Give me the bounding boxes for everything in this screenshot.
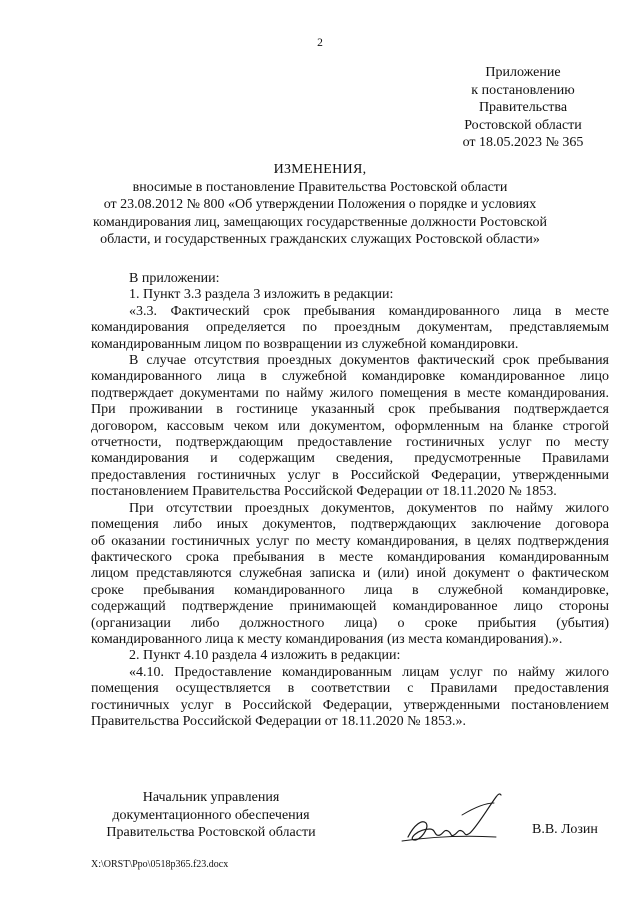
signatory-line: Начальник управления (142, 790, 280, 805)
body-line: помещения либо иных документов, подтверждающих заключение договора (91, 517, 609, 533)
file-path-footer: X:\ORST\Ppo\0518p365.f23.docx (91, 859, 229, 870)
body-line: Правительства Российской Федерации от 18.11.2020 № 1853.». (91, 713, 466, 729)
body-line: отчетности, подтверждающим предоставление гостиничных услуг по месту (91, 435, 609, 451)
signatory-line: Правительства Ростовской области (106, 825, 316, 840)
body-line: В случае отсутствия проездных документов фактический срок пребывания (129, 353, 609, 369)
title-heading: ИЗМЕНЕНИЯ, (273, 162, 367, 177)
signatory-line: документационного обеспечения (112, 807, 310, 823)
body-line: командированного лица к месту командирования (из места командирования).». (91, 631, 563, 647)
body-line: При проживании в гостинице указанный срок пребывания подтверждается (91, 402, 609, 418)
body-line: гостиничных услуг в Российской Федерации, утвержденными постановлением (91, 697, 609, 713)
body-line: предоставления гостиничных услуг в Российской Федерации, утвержденными (91, 467, 609, 483)
handwritten-signature (400, 785, 510, 855)
body-line: договором, кассовым чеком или документом, оформленным на бланке строгой (91, 418, 609, 434)
body-line: сроке пребывания командированного лица в служебной командировке, (91, 582, 609, 598)
appendix-line: к постановлению (471, 82, 575, 98)
body-line: 1. Пункт 3.3 раздела 3 изложить в редакции: (129, 287, 394, 303)
body-line: командирования и содержащим сведения, предусмотренные Правилами (91, 451, 609, 467)
document-body (91, 271, 609, 730)
body-line: В приложении: (129, 271, 220, 286)
document-title (60, 161, 580, 249)
signatory-position (91, 789, 331, 842)
body-line: При отсутствии проездных документов, документов по найму жилого (129, 500, 609, 516)
page-number: 2 (317, 37, 323, 49)
body-line: содержащий подтверждение принимающей командированное лицо стороны (91, 599, 609, 615)
appendix-line: Приложение (485, 65, 561, 80)
appendix-line: Ростовской области (464, 117, 582, 133)
appendix-header (430, 64, 616, 152)
body-line: подтверждает документами по найму жилого помещения в месте командирования. (91, 385, 609, 401)
title-line: области, и государственных гражданских служащих Ростовской области» (100, 232, 540, 247)
body-line: об оказании гостиничных услуг по месту командирования, в целях подтверждения (91, 533, 609, 549)
body-line: «4.10. Предоставление командированным лицам услуг по найму жилого (129, 664, 609, 680)
title-line: от 23.08.2012 № 800 «Об утверждении Положения о порядке и условиях (103, 197, 537, 212)
body-line: лицом представляются служебная записка и (или) иной документ о фактическом (91, 566, 609, 582)
body-line: «3.3. Фактический срок пребывания командированного лица в месте (129, 303, 609, 319)
appendix-line: Правительства (478, 100, 568, 115)
body-line: помещения осуществляется в соответствии с Правилами предоставления (91, 681, 609, 697)
title-line: вносимые в постановление Правительства Ростовской области (132, 179, 508, 195)
body-line: командированного лица в служебной командировке командированное лицо (91, 369, 609, 385)
body-line: постановлением Правительства Российской Федерации от 18.11.2020 № 1853. (91, 484, 557, 500)
body-line: командирования определяется по проездным документам, представляемым (91, 320, 609, 336)
body-line: 2. Пункт 4.10 раздела 4 изложить в редакции: (129, 648, 401, 664)
body-line: командированным лицом по возвращении из служебной командировки. (91, 336, 519, 352)
body-line: (организации либо должностного лица) о сроке прибытия (убытия) (91, 615, 609, 631)
signatory-name: В.В. Лозин (532, 822, 598, 837)
title-line: командирования лиц, замещающих государственные должности Ростовской (93, 214, 547, 230)
appendix-line: от 18.05.2023 № 365 (462, 135, 584, 150)
body-line: фактического срока пребывания в месте командирования командированным (91, 549, 609, 565)
